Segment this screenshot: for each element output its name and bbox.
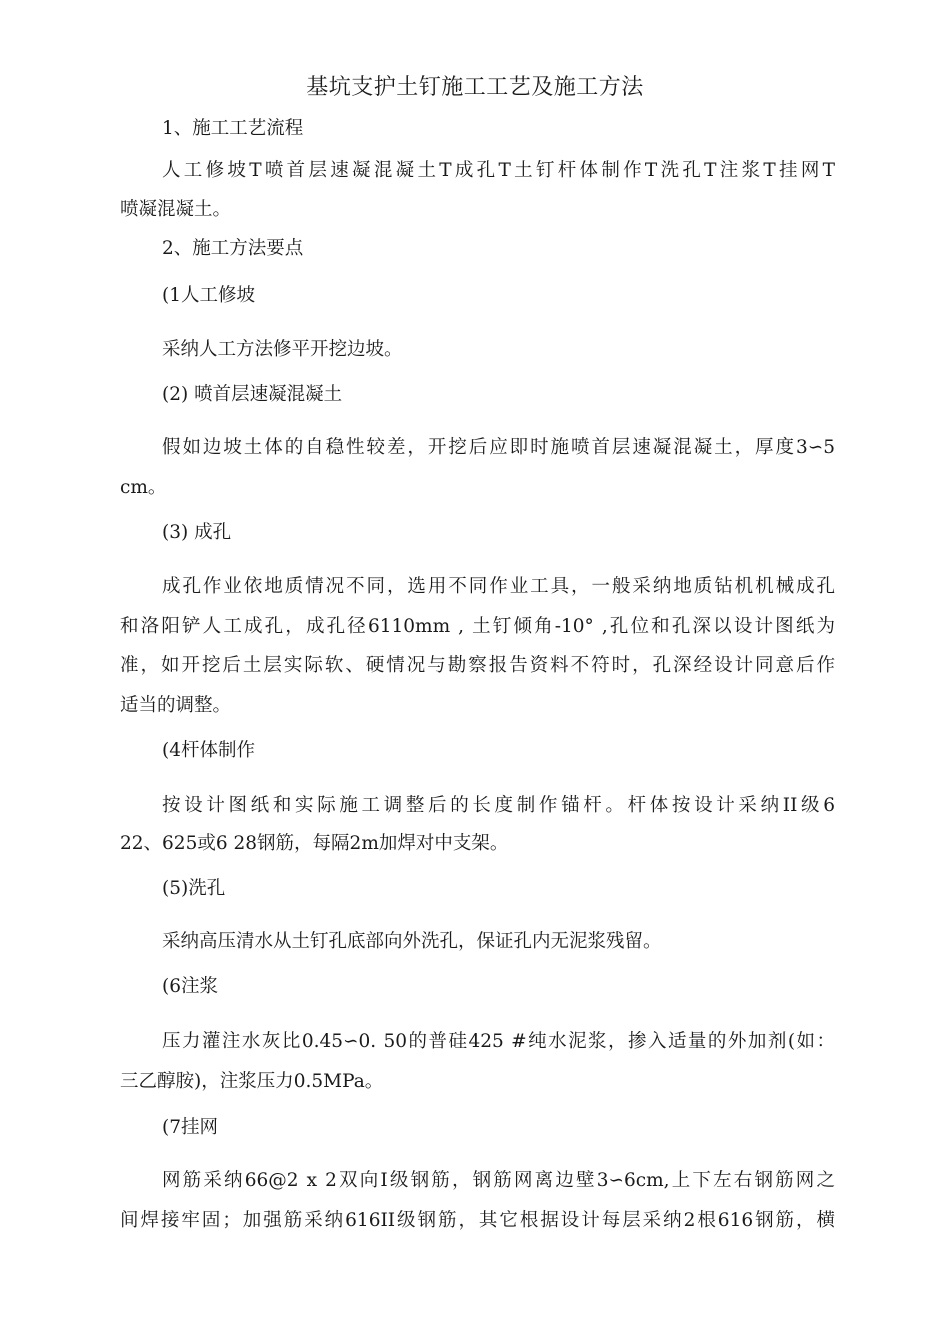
paragraph-line: 成孔作业依地质情况不同，选用不同作业工具，一般采纳地质钻机机械成孔 — [162, 576, 835, 597]
heading-process: 1、施工工艺流程 — [162, 118, 304, 139]
paragraph-line: 按设计图纸和实际施工调整后的长度制作锚杆。杆体按设计采纳II级6 — [162, 795, 835, 816]
subheading: (6注浆 — [162, 976, 218, 997]
paragraph-line: 准，如开挖后土层实际软、硬情况与勘察报告资料不符时，孔深经设计同意后作 — [120, 655, 835, 676]
paragraph-line: 三乙醇胺)，注浆压力0.5MPa。 — [120, 1071, 384, 1092]
subheading: (2) 喷首层速凝混凝土 — [162, 384, 343, 405]
paragraph-line: 适当的调整。 — [120, 695, 232, 716]
subheading: (1人工修坡 — [162, 285, 255, 306]
subheading: (3) 成孔 — [162, 522, 232, 543]
paragraph-line: 人工修坡T喷首层速凝混凝土T成孔T土钉杆体制作T洗孔T注浆T挂网T — [162, 160, 835, 181]
subheading: (7挂网 — [162, 1117, 218, 1138]
paragraph-line: cm。 — [120, 477, 167, 498]
subheading: (5)洗孔 — [162, 878, 226, 899]
paragraph-line: 22、625或6 28钢筋，每隔2m加焊对中支架。 — [120, 833, 509, 854]
document-title: 基坑支护土钉施工工艺及施工方法 — [306, 75, 644, 100]
paragraph-line: 采纳高压清水从土钉孔底部向外洗孔，保证孔内无泥浆残留。 — [162, 931, 662, 952]
paragraph-line: 喷凝混凝土。 — [120, 199, 232, 220]
paragraph-line: 间焊接牢固；加强筋采纳616II级钢筋，其它根据设计每层采纳2根616钢筋，横 — [120, 1210, 835, 1231]
paragraph-line: 网筋采纳66@2 x 2双向I级钢筋，钢筋网离边壁3∽6cm,上下左右钢筋网之 — [162, 1170, 835, 1191]
paragraph-line: 采纳人工方法修平开挖边坡。 — [162, 339, 403, 360]
paragraph-line: 压力灌注水灰比0.45∽0. 50的普硅425 #纯水泥浆，掺入适量的外加剂(如： — [162, 1031, 835, 1052]
subheading: (4杆体制作 — [162, 740, 255, 761]
paragraph-line: 假如边坡土体的自稳性较差，开挖后应即时施喷首层速凝混凝土，厚度3∽5 — [162, 437, 835, 458]
paragraph-line: 和洛阳铲人工成孔，成孔径6110mm , 土钉倾角-10° ,孔位和孔深以设计图纸为 — [120, 616, 835, 637]
heading-method: 2、施工方法要点 — [162, 238, 304, 259]
